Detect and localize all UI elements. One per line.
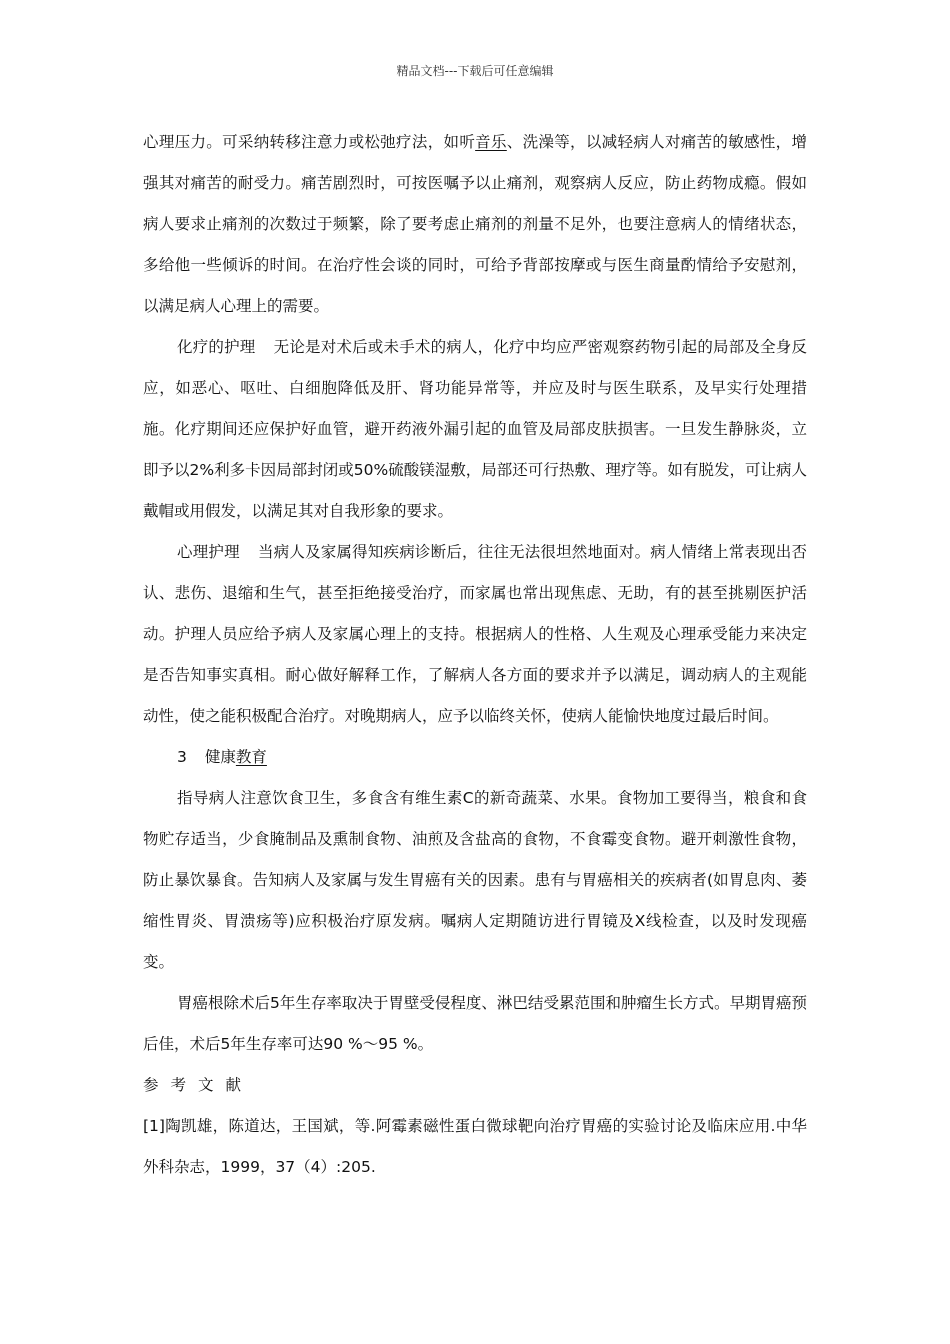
paragraph-title: 化疗的护理 (177, 338, 256, 356)
page-header: 精品文档---下载后可任意编辑 (396, 64, 554, 78)
paragraph-diet-guidance: 指导病人注意饮食卫生，多食含有维生素C的新奇蔬菜、水果。食物加工要得当，粮食和食物贮存适当，少食腌制品及熏制食物、油煎及含盐高的食物，不食霉变食物。避开刺激性食物，防止暴饮暴食。告知病人及家属与发生胃癌有关的因素。患有与胃癌相关的疾病者(如胃息肉、萎缩性胃炎、胃溃疡等)应积极治疗原发病。嘱病人定期随访进行胃镜及X线检查，以及时发现癌变。 (143, 789, 807, 971)
paragraph-text-start: 心理压力。可采纳转移注意力或松弛疗法，如听 (143, 133, 476, 151)
section-heading-health-education (143, 737, 807, 778)
paragraph-text-end: 、洗澡等，以减轻病人对痛苦的敏感性，增强其对痛苦的耐受力。痛苦剧烈时，可按医嘱予以止痛剂，观察病人反应，防止药物成瘾。假如病人要求止痛剂的次数过于频繁，除了要考虑止痛剂的剂量不足外，也要注意病人的情绪状态，多给他一些倾诉的时间。在治疗性会谈的同时，可给予背部按摩或与医生商量酌情给予安慰剂，以满足病人心理上的需要。 (143, 133, 807, 315)
paragraph-title: 心理护理 (177, 543, 240, 561)
section-label: 健康 (204, 748, 236, 766)
section-number: 3 (177, 748, 187, 766)
references-heading: 参考文献 (143, 1076, 254, 1094)
paragraph-psychological-care (143, 532, 807, 737)
paragraph-prognosis: 胃癌根除术后5年生存率取决于胃壁受侵程度、淋巴结受累范围和肿瘤生长方式。早期胃癌预后佳，术后5年生存率可达90 %～95 %。 (143, 994, 807, 1053)
paragraph-body: 无论是对术后或未手术的病人，化疗中均应严密观察药物引起的局部及全身反应，如恶心、呕吐、白细胞降低及肝、肾功能异常等，并应及时与医生联系，及早实行处理措施。化疗期间还应保护好血管，避开药液外漏引起的血管及局部皮肤损害。一旦发生静脉炎，立即予以2%利多卡因局部封闭或50%硫酸镁湿敷，局部还可行热敷、理疗等。如有脱发，可让病人戴帽或用假发，以满足其对自我形象的要求。 (143, 338, 807, 520)
paragraph-pain-management (143, 122, 807, 327)
reference-item: [1]陶凯雄，陈道达，王国斌，等.阿霉素磁性蛋白微球靶向治疗胃癌的实验讨论及临床应用.中华外科杂志，1999，37（4）:205. (143, 1117, 807, 1176)
paragraph-chemotherapy-care (143, 327, 807, 532)
education-link[interactable]: 教育 (235, 748, 267, 766)
document-body (143, 122, 807, 1188)
paragraph-body: 当病人及家属得知疾病诊断后，往往无法很坦然地面对。病人情绪上常表现出否认、悲伤、退缩和生气，甚至拒绝接受治疗，而家属也常出现焦虑、无助，有的甚至挑剔医护活动。护理人员应给予病人及家属心理上的支持。根据病人的性格、人生观及心理承受能力来决定是否告知事实真相。耐心做好解释工作，了解病人各方面的要求并予以满足，调动病人的主观能动性，使之能积极配合治疗。对晚期病人，应予以临终关怀，使病人能愉快地度过最后时间。 (143, 543, 807, 725)
music-link[interactable]: 音乐 (475, 133, 507, 151)
